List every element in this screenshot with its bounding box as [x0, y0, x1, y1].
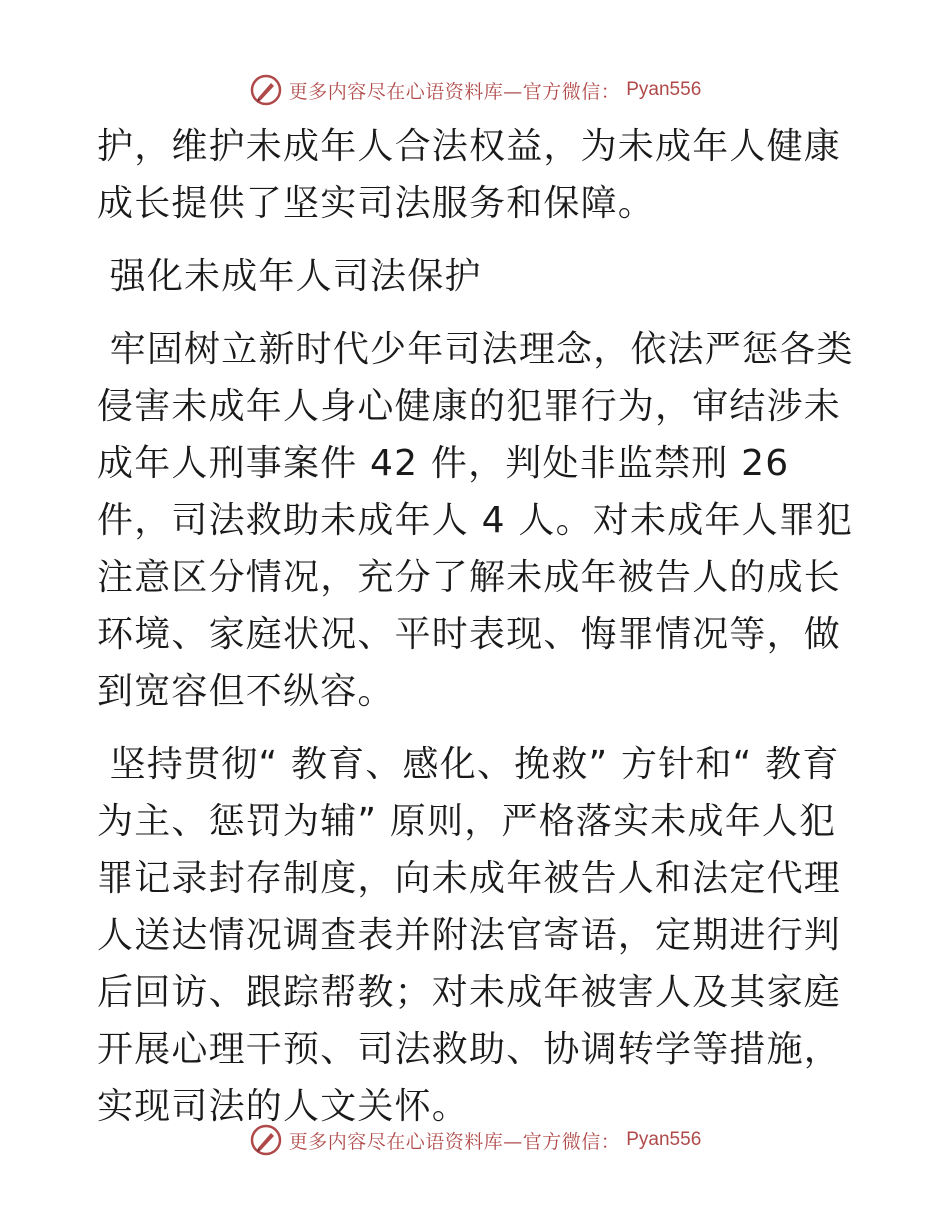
- paragraph-criminal-cases: 牢固树立新时代少年司法理念，依法严惩各类侵害未成年人身心健康的犯罪行为，审结涉未成年人刑事案件 42 件，判处非监禁刑 26 件，司法救助未成年人 4 人。对未成年人罪犯注意区分情况，充分了解未成年被告人的成长环境、家庭状况、平时表现、悔罪情况等，做到宽容但不纵容。: [97, 329, 854, 712]
- section-heading: 强化未成年人司法保护: [97, 256, 482, 297]
- paragraph-education-policy: 坚持贯彻“ 教育、感化、挽救” 方针和“ 教育为主、惩罚为辅” 原则，严格落实未成年人犯罪记录封存制度，向未成年被告人和法定代理人送达情况调查表并附法官寄语，定期进行判后回访、跟踪帮教；对未成年被害人及其家庭开展心理干预、司法救助、协调转学等措施，实现司法的人文关怀。: [97, 744, 842, 1127]
- watermark-wechat-id: Pyan556: [626, 79, 702, 100]
- watermark-text: 更多内容尽在心语资料库—官方微信：: [288, 80, 621, 103]
- footer-watermark: [0, 1120, 950, 1160]
- watermark-wechat-id: Pyan556: [626, 1129, 702, 1150]
- header-watermark: [0, 70, 950, 110]
- watermark-text: 更多内容尽在心语资料库—官方微信：: [288, 1130, 621, 1153]
- pen-logo-icon: [249, 73, 283, 107]
- pen-logo-icon: [249, 1123, 283, 1157]
- paragraph-continuation: 护，维护未成年人合法权益，为未成年人健康成长提供了坚实司法服务和保障。: [97, 126, 842, 224]
- document-body: [97, 118, 857, 1135]
